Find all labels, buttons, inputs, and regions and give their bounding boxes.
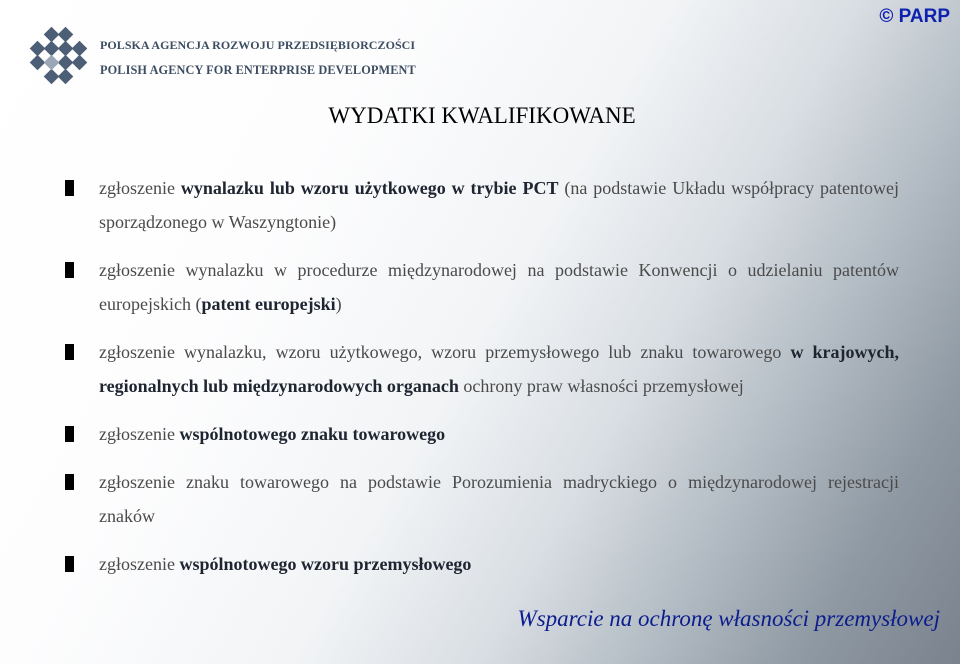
bullet-item (99, 171, 899, 239)
bullet-text: ochrony praw własności przemysłowej (458, 376, 744, 396)
bullet-text: (na podstawie Układu współpracy patentowej sporządzonego w Waszyngtonie) (99, 178, 900, 232)
parp-logo (26, 24, 416, 90)
square-bullet-icon (65, 474, 74, 490)
bullet-text: zgłoszenie (99, 178, 181, 198)
bullet-text: zgłoszenie wynalazku, wzoru użytkowego, wzoru przemysłowego lub znaku towarowego (99, 342, 791, 362)
bullet-item (99, 417, 899, 451)
footer-caption: Wsparcie na ochronę własności przemysłowej (517, 606, 940, 631)
parp-diamond-logo-icon (26, 24, 92, 90)
bullet-text: zgłoszenie (99, 424, 180, 444)
slide-title: WYDATKI KWALIFIKOWANE (328, 103, 636, 128)
bullet-text-bold: wspólnotowego znaku towarowego (179, 424, 446, 444)
square-bullet-icon (65, 344, 74, 360)
bullet-text: zgłoszenie (99, 554, 180, 574)
bullet-text-bold: wspólnotowego wzoru przemysłowego (179, 554, 472, 574)
bullet-item (99, 465, 899, 533)
logo-text-english: POLISH AGENCY FOR ENTERPRISE DEVELOPMENT (100, 63, 416, 77)
bullet-text: zgłoszenie wynalazku w procedurze międzynarodowej na podstawie Konwencji o udzielaniu patentów europejskich ( (99, 260, 899, 314)
square-bullet-icon (65, 426, 74, 442)
copyright-parp: © PARP (879, 6, 950, 27)
bullet-text: ) (335, 294, 342, 314)
bullet-item (99, 547, 899, 581)
bullet-text-bold: wynalazku lub wzoru użytkowego w trybie PCT (180, 178, 559, 198)
square-bullet-icon (65, 262, 74, 278)
bullet-text-bold: w krajowych, regionalnych lub międzynarodowych organach (99, 342, 899, 396)
bullet-list (99, 171, 899, 595)
bullet-text: zgłoszenie znaku towarowego na podstawie Porozumienia madryckiego o międzynarodowej rejestracji znaków (99, 472, 899, 526)
bullet-item (99, 335, 899, 403)
bullet-text-bold: patent europejski (201, 294, 336, 314)
square-bullet-icon (65, 180, 74, 196)
square-bullet-icon (65, 556, 74, 572)
bullet-item (99, 253, 899, 321)
logo-text-polish: POLSKA AGENCJA ROZWOJU PRZEDSIĘBIORCZOŚCI (100, 38, 416, 52)
